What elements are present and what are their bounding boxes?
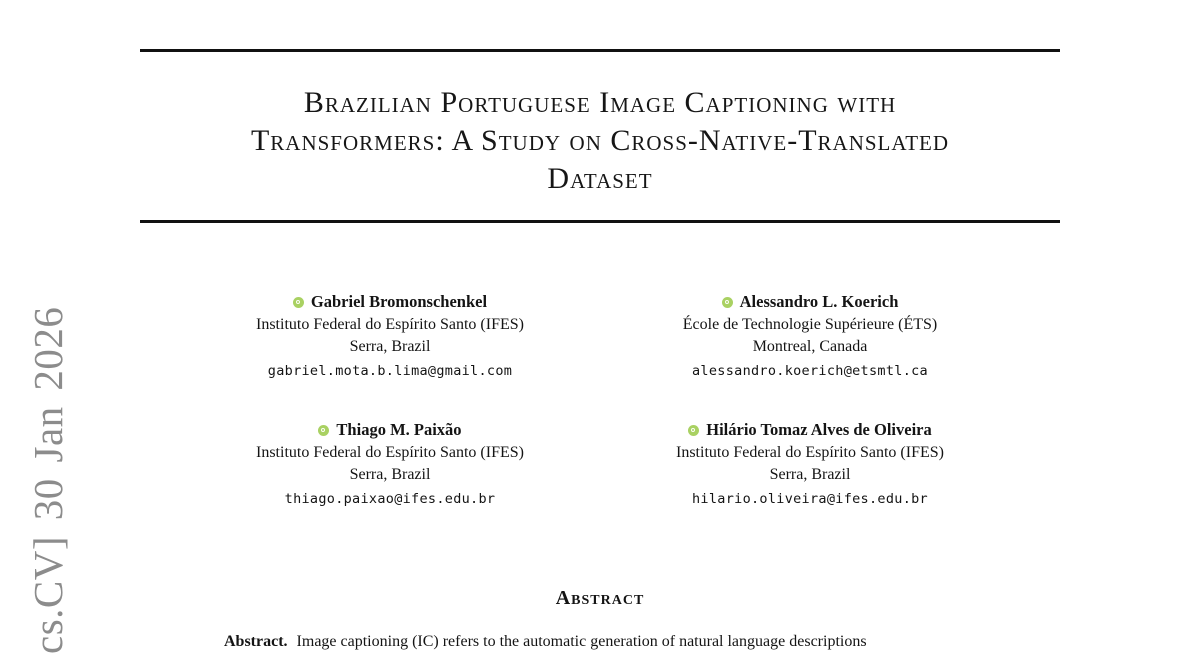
orcid-id-mark <box>296 300 300 304</box>
author-email[interactable]: thiago.paixao@ifes.edu.br <box>284 491 496 507</box>
abstract-lead-word: Abstract. <box>224 633 288 650</box>
author-affiliation: Instituto Federal do Espírito Santo (IFES) <box>256 316 524 333</box>
paper-title <box>140 84 1060 198</box>
author-name-row <box>180 291 600 314</box>
author-block-3 <box>180 419 600 511</box>
author-name-row <box>600 419 1020 442</box>
arxiv-watermark: cs.CV] 30 Jan 2026 <box>25 306 71 654</box>
title-line-2: Transformers: A Study on Cross-Native-Translated <box>250 124 950 157</box>
title-line-1: Brazilian Portuguese Image Captioning with <box>303 86 897 119</box>
author-name: Alessandro L. Koerich <box>739 292 899 311</box>
orcid-icon[interactable] <box>318 425 329 436</box>
author-affiliation: Instituto Federal do Espírito Santo (IFES) <box>676 444 944 461</box>
title-rule-bottom <box>140 220 1060 223</box>
title-rule-top <box>140 49 1060 52</box>
orcid-id-mark <box>725 300 729 304</box>
author-name-row <box>180 419 600 442</box>
author-affiliation: École de Technologie Supérieure (ÉTS) <box>682 316 938 333</box>
title-line-3: Dataset <box>547 162 653 195</box>
author-name: Gabriel Bromonschenkel <box>310 292 488 311</box>
orcid-icon[interactable] <box>688 425 699 436</box>
author-location: Serra, Brazil <box>769 466 851 483</box>
author-name-row <box>600 291 1020 314</box>
abstract-line-text: Image captioning (IC) refers to the automatic generation of natural language descriptions <box>296 633 867 650</box>
author-block-1 <box>180 291 600 383</box>
orcid-icon[interactable] <box>722 297 733 308</box>
authors-grid <box>180 291 1020 547</box>
abstract-heading: Abstract <box>555 587 645 609</box>
orcid-id-mark <box>691 428 695 432</box>
author-location: Montreal, Canada <box>752 338 868 355</box>
author-location: Serra, Brazil <box>349 338 431 355</box>
orcid-id-mark <box>321 428 325 432</box>
orcid-icon[interactable] <box>293 297 304 308</box>
author-email[interactable]: hilario.oliveira@ifes.edu.br <box>692 491 928 507</box>
author-email[interactable]: alessandro.koerich@etsmtl.ca <box>692 363 928 379</box>
author-location: Serra, Brazil <box>349 466 431 483</box>
author-name: Thiago M. Paixão <box>336 420 462 439</box>
author-block-4 <box>600 419 1020 511</box>
author-email[interactable]: gabriel.mota.b.lima@gmail.com <box>267 363 513 379</box>
author-affiliation: Instituto Federal do Espírito Santo (IFES) <box>256 444 524 461</box>
abstract-first-line <box>224 631 984 652</box>
author-block-2 <box>600 291 1020 383</box>
author-name: Hilário Tomaz Alves de Oliveira <box>706 420 932 439</box>
